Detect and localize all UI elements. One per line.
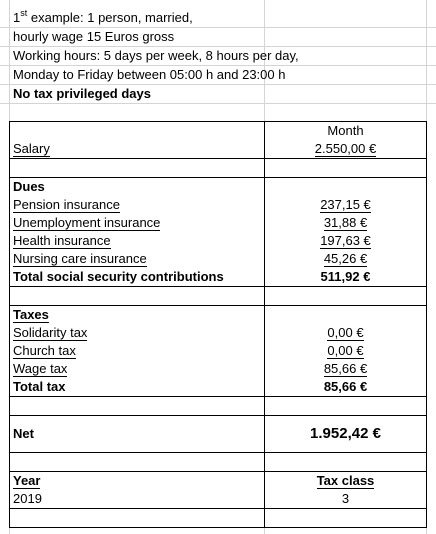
- taxes-total-label[interactable]: Total tax: [10, 378, 265, 397]
- table-row: [10, 360, 427, 378]
- dues-row-cell-value[interactable]: [265, 196, 427, 214]
- dues-row-cell[interactable]: [10, 232, 265, 250]
- taxes-row-cell[interactable]: [10, 324, 265, 342]
- table-row: [10, 416, 427, 453]
- table-row: [10, 159, 427, 178]
- net-value[interactable]: 1.952,42 €: [265, 416, 427, 453]
- intro-line-5: No tax privileged days: [13, 86, 151, 101]
- empty-cell[interactable]: [10, 122, 265, 141]
- table-row: [10, 250, 427, 268]
- taxes-row-cell[interactable]: [10, 360, 265, 378]
- dues-item-value: 45,26 €: [323, 251, 368, 266]
- year-label: Year: [13, 473, 41, 488]
- year-cell[interactable]: [10, 472, 265, 491]
- year-value[interactable]: 2019: [10, 490, 265, 509]
- net-label[interactable]: Net: [10, 416, 265, 453]
- taxes-item-value: 0,00 €: [327, 325, 364, 340]
- taxes-item-label: Church tax: [13, 343, 76, 358]
- taxes-total-value[interactable]: 85,66 €: [265, 378, 427, 397]
- intro-line-3: Working hours: 5 days per week, 8 hours per day,: [13, 48, 299, 63]
- empty-cell[interactable]: [265, 397, 427, 416]
- taxes-row-cell-value[interactable]: [265, 342, 427, 360]
- tax-class-cell[interactable]: [265, 472, 427, 491]
- salary-cell[interactable]: [10, 140, 265, 159]
- table-row: [10, 287, 427, 306]
- table-row: [10, 453, 427, 472]
- taxes-item-value: 85,66 €: [323, 361, 368, 376]
- salary-cell-value[interactable]: [265, 140, 427, 159]
- table-row: [10, 232, 427, 250]
- dues-total-value[interactable]: 511,92 €: [265, 268, 427, 287]
- taxes-item-label: Wage tax: [13, 361, 68, 376]
- dues-item-label: Health insurance: [13, 233, 111, 248]
- empty-cell[interactable]: [265, 453, 427, 472]
- grid-line: [0, 103, 436, 104]
- table-row: [10, 122, 427, 141]
- dues-item-value: 237,15 €: [320, 197, 371, 212]
- empty-cell[interactable]: [265, 509, 427, 528]
- table-row: [10, 397, 427, 416]
- intro-line-2: hourly wage 15 Euros gross: [13, 29, 175, 44]
- table-row: [10, 490, 427, 509]
- month-header[interactable]: Month: [265, 122, 427, 141]
- empty-cell[interactable]: [10, 509, 265, 528]
- dues-row-cell-value[interactable]: [265, 250, 427, 268]
- dues-row-cell[interactable]: [10, 250, 265, 268]
- dues-item-label: Pension insurance: [13, 197, 120, 212]
- table-row: [10, 178, 427, 197]
- empty-cell[interactable]: [10, 287, 265, 306]
- table-row: [10, 378, 427, 397]
- empty-cell[interactable]: [265, 287, 427, 306]
- empty-cell[interactable]: [10, 159, 265, 178]
- dues-item-label: Unemployment insurance: [13, 215, 161, 230]
- table-row: [10, 342, 427, 360]
- dues-row-cell[interactable]: [10, 214, 265, 232]
- table-row: [10, 306, 427, 325]
- table-row: [10, 214, 427, 232]
- table-row: [10, 268, 427, 287]
- dues-heading[interactable]: Dues: [10, 178, 265, 197]
- taxes-heading[interactable]: [10, 306, 265, 325]
- intro-line-1: 1st example: 1 person, married,: [13, 8, 193, 25]
- table-row: [10, 140, 427, 159]
- taxes-row-cell-value[interactable]: [265, 360, 427, 378]
- taxes-item-label: Solidarity tax: [13, 325, 88, 340]
- tax-class-label: Tax class: [316, 473, 375, 488]
- salary-value: 2.550,00 €: [314, 141, 377, 156]
- taxes-heading-label: Taxes: [13, 307, 49, 322]
- taxes-row-cell[interactable]: [10, 342, 265, 360]
- empty-cell[interactable]: [265, 306, 427, 325]
- empty-cell[interactable]: [265, 178, 427, 197]
- table-row: [10, 324, 427, 342]
- intro-line-4: Monday to Friday between 05:00 h and 23:00 h: [13, 67, 286, 82]
- dues-row-cell-value[interactable]: [265, 214, 427, 232]
- table-row: [10, 472, 427, 491]
- table-row: [10, 509, 427, 528]
- empty-cell[interactable]: [265, 159, 427, 178]
- dues-item-value: 197,63 €: [320, 233, 371, 248]
- dues-item-label: Nursing care insurance: [13, 251, 147, 266]
- empty-cell[interactable]: [10, 453, 265, 472]
- payroll-table: [9, 121, 427, 528]
- dues-row-cell-value[interactable]: [265, 232, 427, 250]
- dues-row-cell[interactable]: [10, 196, 265, 214]
- salary-label: Salary: [13, 141, 50, 156]
- taxes-row-cell-value[interactable]: [265, 324, 427, 342]
- tax-class-value[interactable]: 3: [265, 490, 427, 509]
- dues-item-value: 31,88 €: [323, 215, 368, 230]
- taxes-item-value: 0,00 €: [327, 343, 364, 358]
- table-row: [10, 196, 427, 214]
- empty-cell[interactable]: [10, 397, 265, 416]
- dues-total-label[interactable]: Total social security contributions: [10, 268, 265, 287]
